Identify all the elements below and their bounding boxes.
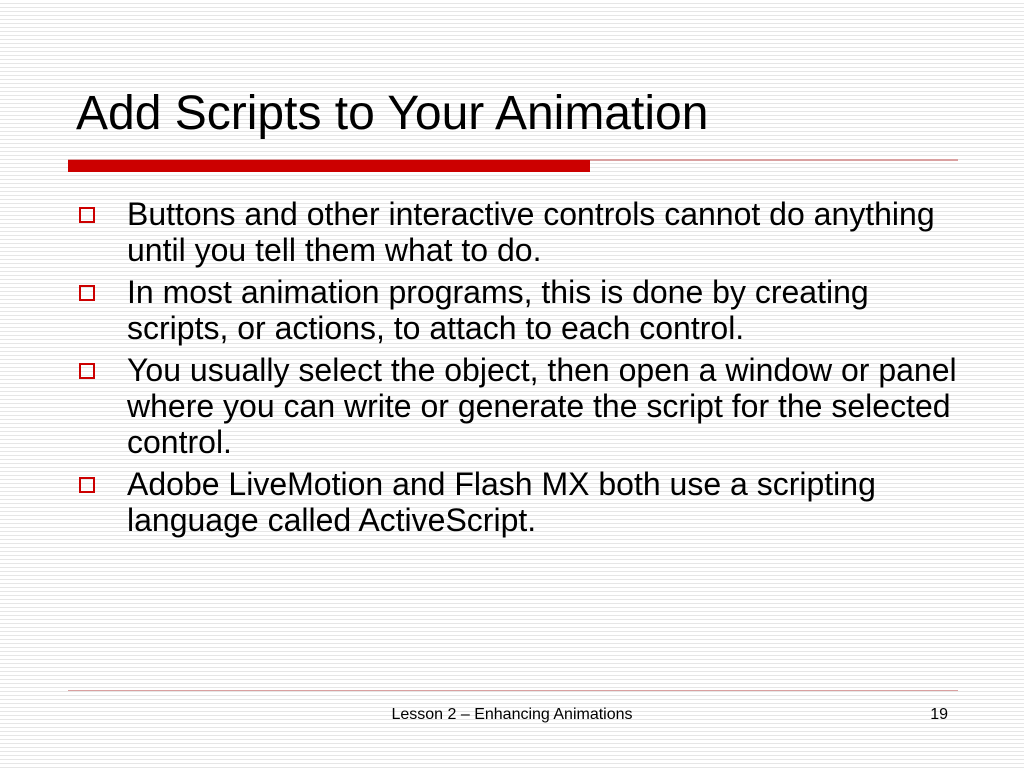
bullet-text: You usually select the object, then open a window or panel where you can write or generate the script for the selected control. [127,352,957,460]
bullet-item [76,352,976,460]
bullet-item [76,196,976,268]
bullet-item [76,466,976,538]
hollow-square-icon [79,477,95,493]
page-number: 19 [930,706,948,723]
bullet-text: Buttons and other interactive controls cannot do anything until you tell them what to do. [127,196,935,268]
hollow-square-icon [79,207,95,223]
bullet-list [76,196,976,544]
hollow-square-icon [79,363,95,379]
bullet-text: In most animation programs, this is done by creating scripts, or actions, to attach to each control. [127,274,869,346]
title-underline-accent [68,160,590,172]
bullet-text: Adobe LiveMotion and Flash MX both use a scripting language called ActiveScript. [127,466,876,538]
hollow-square-icon [79,285,95,301]
footer-divider [68,690,958,691]
slide-title: Add Scripts to Your Animation [76,87,709,140]
footer-lesson-title: Lesson 2 – Enhancing Animations [391,706,633,723]
bullet-item [76,274,976,346]
